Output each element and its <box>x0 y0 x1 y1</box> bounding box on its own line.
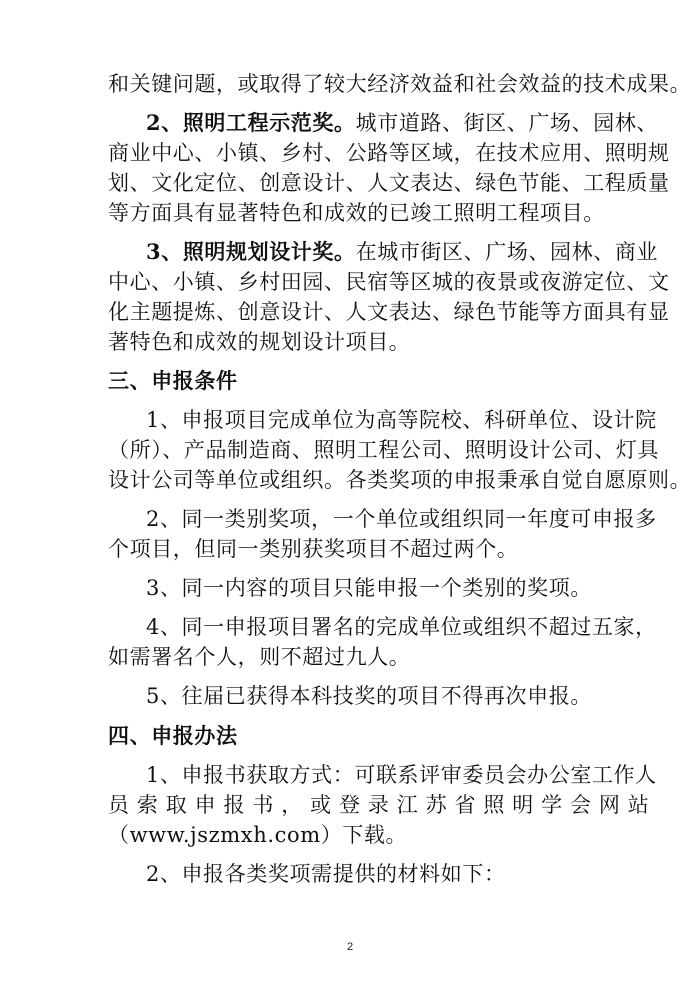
paragraph-line: 5、往届已获得本科技奖的项目不得再次申报。 <box>146 684 592 708</box>
item-number: 2、 <box>146 110 183 135</box>
paragraph-line: 2、申报各类奖项需提供的材料如下： <box>146 862 506 886</box>
award-description: 在城市街区、广场、园林、商业 <box>355 240 659 264</box>
paragraph-line: 设计公司等单位或组织。各类奖项的申报秉承自觉自愿原则。 <box>108 468 692 492</box>
paragraph-line: 划、文化定位、创意设计、人文表达、绿色节能、工程质量 <box>108 171 670 195</box>
award-title: 照明规划设计奖。 <box>182 239 356 264</box>
paragraph-line: （www.jszmxh.com）下载。 <box>108 823 408 847</box>
paragraph-line: （所）、产品制造商、照明工程公司、照明设计公司、灯具 <box>108 438 660 462</box>
award-item-lighting-planning <box>146 238 658 266</box>
paragraph-line: 化主题提炼、创意设计、人文表达、绿色节能等方面具有显 <box>108 300 670 324</box>
paragraph-line: 4、同一申报项目署名的完成单位或组织不超过五家， <box>146 615 657 639</box>
paragraph-line: 个项目，但同一类别获奖项目不超过两个。 <box>108 537 519 561</box>
paragraph-line: 中心、小镇、乡村田园、民宿等区城的夜景或夜游定位、文 <box>108 270 670 294</box>
award-item-lighting-engineering <box>146 109 658 137</box>
item-number: 3、 <box>146 239 183 264</box>
paragraph-line: 和关键问题，或取得了较大经济效益和社会效益的技术成果。 <box>108 72 692 96</box>
award-description: 城市道路、街区、广场、园林、 <box>355 111 659 135</box>
paragraph-line: 商业中心、小镇、乡村、公路等区域，在技术应用、照明规 <box>108 141 670 165</box>
paragraph-line: 3、同一内容的项目只能申报一个类别的奖项。 <box>146 576 592 600</box>
paragraph-line: 如需署名个人，则不超过九人。 <box>108 645 411 669</box>
award-title: 照明工程示范奖。 <box>182 110 356 135</box>
paragraph-line: 1、申报书获取方式：可联系评审委员会办公室工作人 <box>146 763 657 787</box>
section-heading-conditions: 三、申报条件 <box>108 368 238 393</box>
paragraph-line: 1、申报项目完成单位为高等院校、科研单位、设计院 <box>146 408 657 432</box>
paragraph-line: 等方面具有显著特色和成效的已竣工照明工程项目。 <box>108 201 605 225</box>
paragraph-line: 2、同一类别奖项，一个单位或组织同一年度可申报多 <box>146 507 657 531</box>
paragraph-line: 员 索 取 申 报 书 ， 或 登 录 江 苏 省 照 明 学 会 网 站 <box>108 793 650 817</box>
section-heading-methods: 四、申报办法 <box>108 723 238 748</box>
page-number: 2 <box>346 941 354 953</box>
paragraph-line: 著特色和成效的规划设计项目。 <box>108 330 411 354</box>
